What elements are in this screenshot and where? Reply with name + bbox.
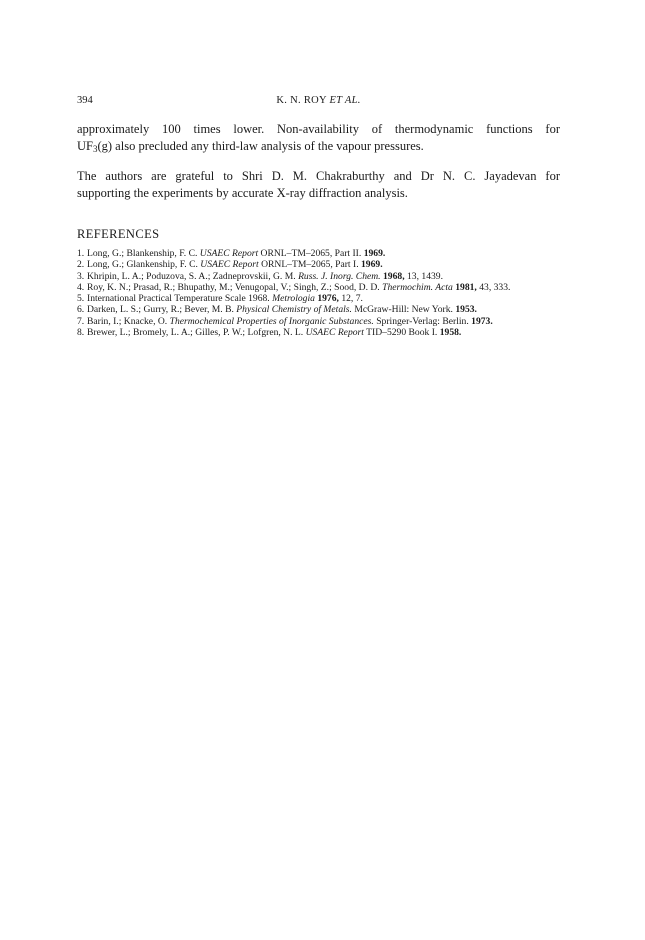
reference-year: 1976, bbox=[317, 293, 339, 305]
reference-details: ORNL–TM–2065, Part I. bbox=[261, 259, 359, 271]
reference-number: 6. bbox=[77, 304, 85, 316]
reference-journal: USAEC Report bbox=[200, 259, 259, 271]
paragraph-acknowledgements bbox=[77, 168, 560, 202]
reference-details: ORNL–TM–2065, Part II. bbox=[260, 248, 362, 259]
reference-list bbox=[77, 248, 560, 338]
reference-journal: USAEC Report bbox=[199, 248, 259, 259]
paragraph-conclusion bbox=[77, 121, 560, 158]
reference-year: 1973. bbox=[471, 315, 493, 327]
reference-year: 1958. bbox=[439, 327, 462, 339]
reference-journal: Metrologia bbox=[272, 293, 315, 305]
reference-item bbox=[77, 248, 560, 259]
reference-number: 8. bbox=[77, 327, 85, 339]
formula-uf: UF bbox=[77, 139, 93, 153]
reference-number: 1. bbox=[77, 248, 85, 259]
running-head bbox=[77, 95, 560, 111]
reference-year: 1969. bbox=[363, 248, 386, 259]
reference-item bbox=[77, 282, 560, 293]
reference-details: TID–5290 Book I. bbox=[366, 327, 438, 339]
reference-details: 12, 7. bbox=[341, 293, 363, 305]
reference-item bbox=[77, 293, 560, 304]
reference-journal: Russ. J. Inorg. Chem. bbox=[298, 270, 381, 282]
running-title-authors: K. N. ROY bbox=[276, 95, 327, 106]
reference-details: 13, 1439. bbox=[407, 270, 443, 282]
reference-journal: USAEC Report bbox=[305, 327, 364, 339]
reference-authors: Khripin, L. A.; Poduzova, S. A.; Zadneprovskii, G. M. bbox=[87, 270, 296, 282]
reference-number: 7. bbox=[77, 315, 85, 327]
reference-authors: Darken, L. S.; Gurry, R.; Bever, M. B. bbox=[87, 304, 234, 316]
reference-authors: International Practical Temperature Scale 1968. bbox=[87, 293, 270, 305]
page-number: 394 bbox=[77, 95, 93, 106]
paragraph-line: The authors are grateful to Shri D. M. Chakraburthy and Dr N. C. Jayadevan for bbox=[77, 169, 560, 183]
reference-details: McGraw-Hill: New York. bbox=[354, 304, 453, 316]
references-heading: REFERENCES bbox=[77, 227, 160, 241]
reference-year: 1969. bbox=[361, 259, 383, 271]
reference-authors: Long, G.; Glankenship, F. C. bbox=[87, 259, 198, 271]
reference-item bbox=[77, 271, 560, 282]
reference-authors: Roy, K. N.; Prasad, R.; Bhupathy, M.; Venugopal, V.; Singh, Z.; Sood, D. D. bbox=[87, 281, 380, 293]
running-title-etal: ET AL. bbox=[329, 95, 361, 106]
running-title bbox=[77, 95, 560, 106]
paragraph-text: (g) also precluded any third-law analysis of the vapour pressures. bbox=[97, 139, 424, 153]
reference-authors: Barin, I.; Knacke, O. bbox=[87, 315, 168, 327]
reference-year: 1968, bbox=[383, 270, 405, 282]
reference-number: 4. bbox=[77, 281, 85, 293]
reference-authors: Long, G.; Blankenship, F. C. bbox=[87, 248, 198, 259]
reference-item bbox=[77, 259, 560, 270]
reference-number: 5. bbox=[77, 293, 85, 305]
paragraph-line: approximately 100 times lower. Non-availability of thermodynamic functions for bbox=[77, 122, 560, 136]
reference-item bbox=[77, 327, 560, 338]
reference-year: 1981, bbox=[455, 281, 477, 293]
paragraph-line bbox=[77, 138, 560, 158]
reference-item bbox=[77, 316, 560, 327]
reference-journal: Thermochim. Acta bbox=[382, 281, 453, 293]
reference-year: 1953. bbox=[455, 304, 477, 316]
reference-journal: Thermochemical Properties of Inorganic Substances. bbox=[169, 315, 374, 327]
paragraph-line: supporting the experiments by accurate X-ray diffraction analysis. bbox=[77, 186, 408, 200]
reference-details: Springer-Verlag: Berlin. bbox=[376, 315, 469, 327]
reference-journal: Physical Chemistry of Metals. bbox=[236, 304, 352, 316]
reference-authors: Brewer, L.; Bromely, L. A.; Gilles, P. W.; Lofgren, N. L. bbox=[87, 327, 304, 339]
reference-details: 43, 333. bbox=[479, 281, 511, 293]
reference-number: 2. bbox=[77, 259, 85, 271]
formula-subscript: 3 bbox=[92, 144, 98, 154]
reference-item bbox=[77, 304, 560, 315]
reference-number: 3. bbox=[77, 270, 85, 282]
